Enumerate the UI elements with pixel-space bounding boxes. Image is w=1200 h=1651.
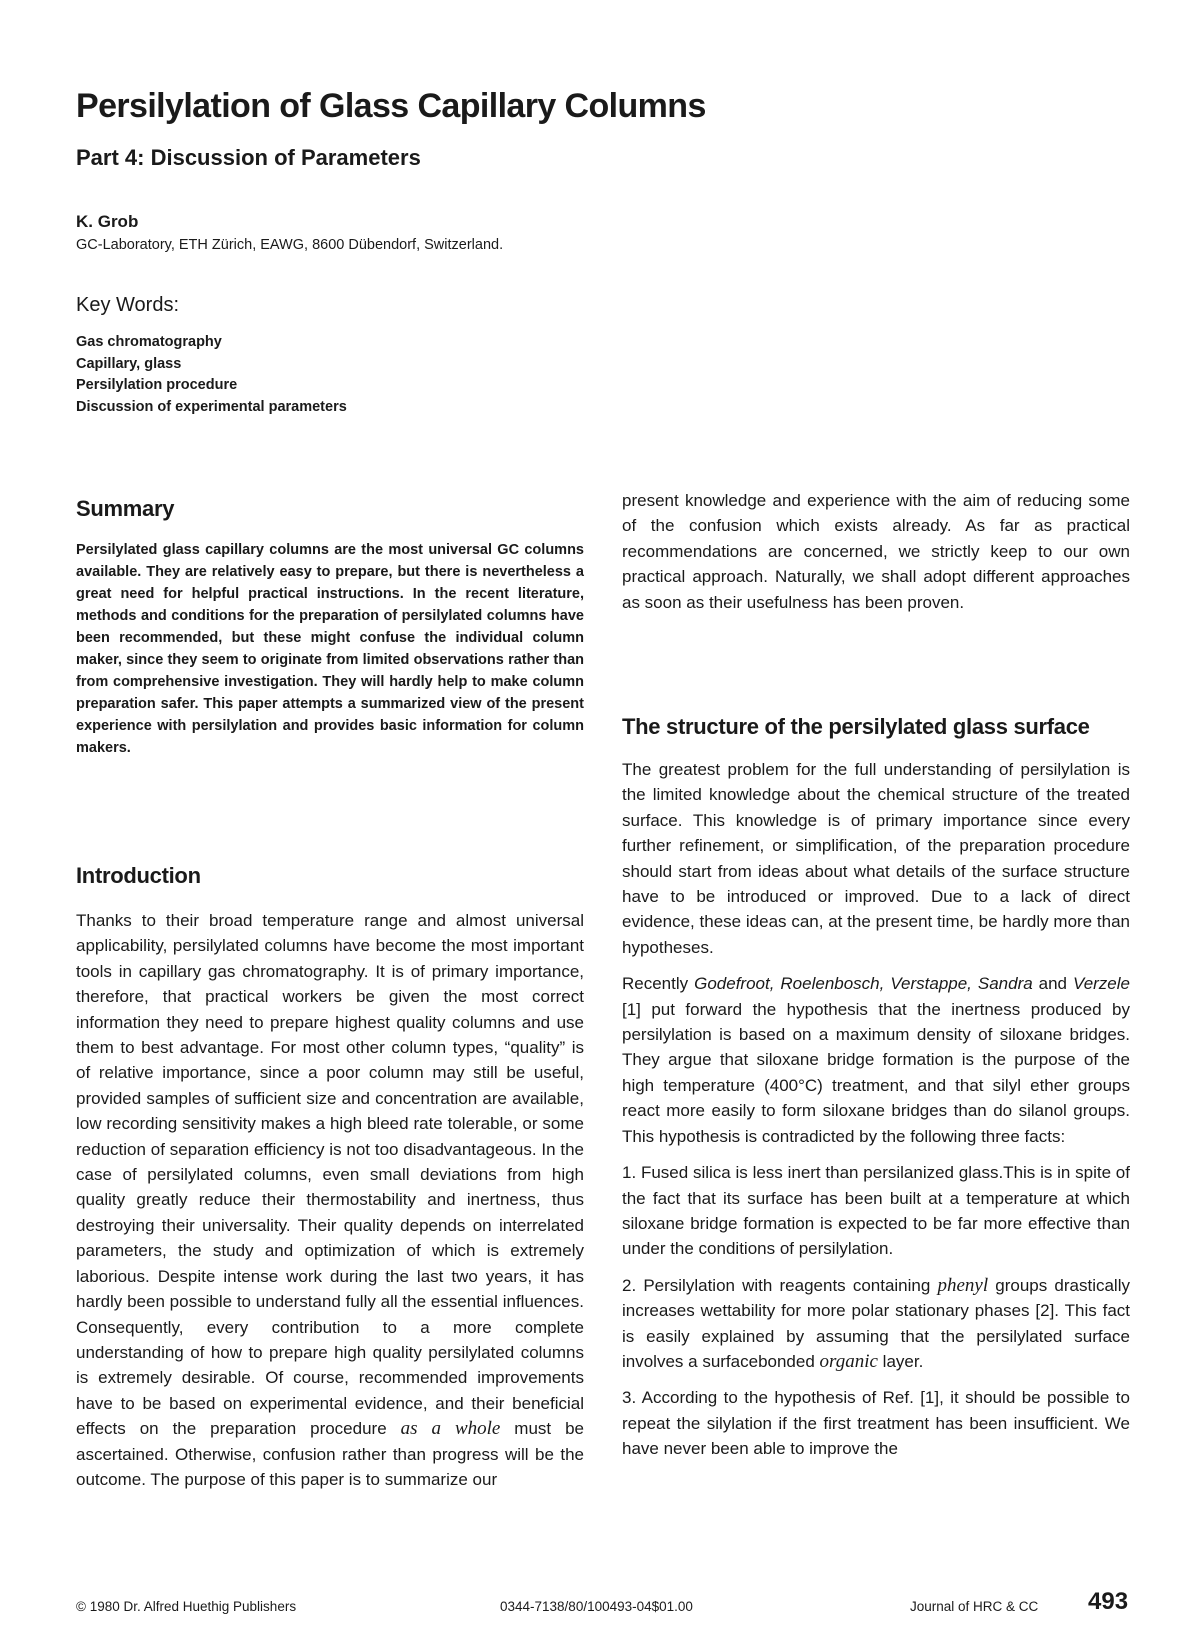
text-span: Recently [622,974,695,994]
footer-journal: Journal of HRC & CC [910,1599,1039,1614]
paper-subtitle: Part 4: Discussion of Parameters [76,145,421,170]
fact-item [622,1273,1130,1375]
intro-text-part: Thanks to their broad temperature range and almost universal applicability, persilylated columns have become the most important tools in capillary gas chromatography. It is of primary importance, therefore, that practical workers be given the most correct information they need to prepare highest quality columns and use them to best advantage. For most other column types, “quality” is of relative importance, since a poor column may still be useful, provided samples of sufficient size and concentration are available, low recording sensitivity makes a high bleed rate tolerable, or some reduction of separation efficiency is not too disadvantageous. In the case of persilylated columns, even small deviations from high quality greatly reduce their thermostability and inertness, thus destroying their universality. Their quality depends on interrelated parameters, the study and optimization of which is extremely laborious. Despite intense work during the last two years, it has hardly been possible to understand fully all the essential influences. Consequently, every contribution to a more complete understanding of how to prepare high quality persilylated columns is extremely desirable. Of course, recommended improvements have to be based on experimental evidence, and their beneficial effects on the preparation procedure [76,911,584,1439]
text-span: and [1032,974,1073,994]
text-span: layer. [877,1351,924,1371]
cited-authors: Godefroot, Roelenbosch, Verstappe, Sandra [694,974,1033,994]
structure-section [622,713,1130,1462]
introduction-text [76,908,584,1492]
fact-item: 1. Fused silica is less inert than persilanized glass.This is in spite of the fact that its surface has been built at a temperature at which siloxane bridge formation is expected to be far more effective than under the conditions of persilylation. [622,1163,1130,1259]
summary-text: Persilylated glass capillary columns are the most universal GC columns available. They are relatively easy to prepare, but there is nevertheless a great need for helpful practical instructions. In the recent literature, methods and conditions for the preparation of persilylated columns have been recommended, but these might confuse the individual column maker, since they seem to originate from limited observations rather than from comprehensive investigation. They will hardly help to make column preparation safer. This paper attempts a summarized view of the present experience with persilylation and provides basic information for column makers. [76,542,584,756]
text-span: [1] put forward the hypothesis that the inertness produced by persilylation is based on a maximum density of siloxane bridges. They argue that siloxane bridge formation is the purpose of the high temperature (400°C) treatment, and that silyl ether groups react more easily to form siloxane bridges than do silanol groups. This hypothesis is contradicted by the following three facts: [622,999,1130,1146]
keywords-heading: Key Words: [76,294,179,316]
italic-term: organic [819,1350,878,1372]
keyword-item: Persilylation procedure [76,377,238,394]
introduction-continuation [622,488,1130,615]
fact-item: 3. According to the hypothesis of Ref. [1], it should be possible to repeat the silylation if the first treatment has been insufficient. We have never been able to improve the [622,1388,1130,1459]
page-number: 493 [1088,1588,1129,1615]
summary-heading: Summary [76,496,175,521]
introduction-section [76,862,584,1492]
footer-code: 0344-7138/80/100493-04$01.00 [500,1599,693,1614]
keywords-list [76,332,347,418]
intro-italic-phrase: as a whole [400,1418,501,1440]
intro-text-part: must be ascertained. Otherwise, confusion rather than progress will be the outcome. The purpose of this paper is to summarize our [76,1419,585,1489]
keyword-item: Gas chromatography [76,334,222,350]
paper-title: Persilylation of Glass Capillary Columns [76,87,706,125]
keyword-item: Discussion of experimental parameters [76,398,347,415]
italic-term: phenyl [937,1274,989,1296]
introduction-continuation-text: present knowledge and experience with the aim of reducing some of the confusion which exists already. As far as practical recommendations are concerned, we strictly keep to our own practical approach. Naturally, we shall adopt different approaches as soon as their usefulness has been proven. [622,491,1130,612]
summary-section [76,495,584,759]
text-span: 2. Persilylation with reagents containing [622,1275,938,1295]
structure-paragraph [622,971,1130,1149]
text-span: groups drastically increases wettability for more polar stationary phases [2]. This fact is easily explained by assuming that the persilylated surface involves a surfacebonded [622,1275,1130,1371]
author-affiliation: GC-Laboratory, ETH Zürich, EAWG, 8600 Dübendorf, Switzerland. [76,237,504,253]
introduction-heading: Introduction [76,863,201,888]
cited-authors: Verzele [1072,974,1130,994]
author-name: K. Grob [76,212,139,231]
footer-copyright: © 1980 Dr. Alfred Huethig Publishers [76,1599,297,1614]
structure-paragraph: The greatest problem for the full understanding of persilylation is the limited knowledge about the chemical structure of the treated surface. This knowledge is of primary importance since every further refinement, or simplification, of the preparation procedure should start from ideas about what details of the surface structure have to be introduced or improved. Due to a lack of direct evidence, these ideas can, at the present time, be hardly more than hypotheses. [622,760,1130,957]
structure-heading: The structure of the persilylated glass surface [622,714,1090,739]
keyword-item: Capillary, glass [76,355,182,372]
